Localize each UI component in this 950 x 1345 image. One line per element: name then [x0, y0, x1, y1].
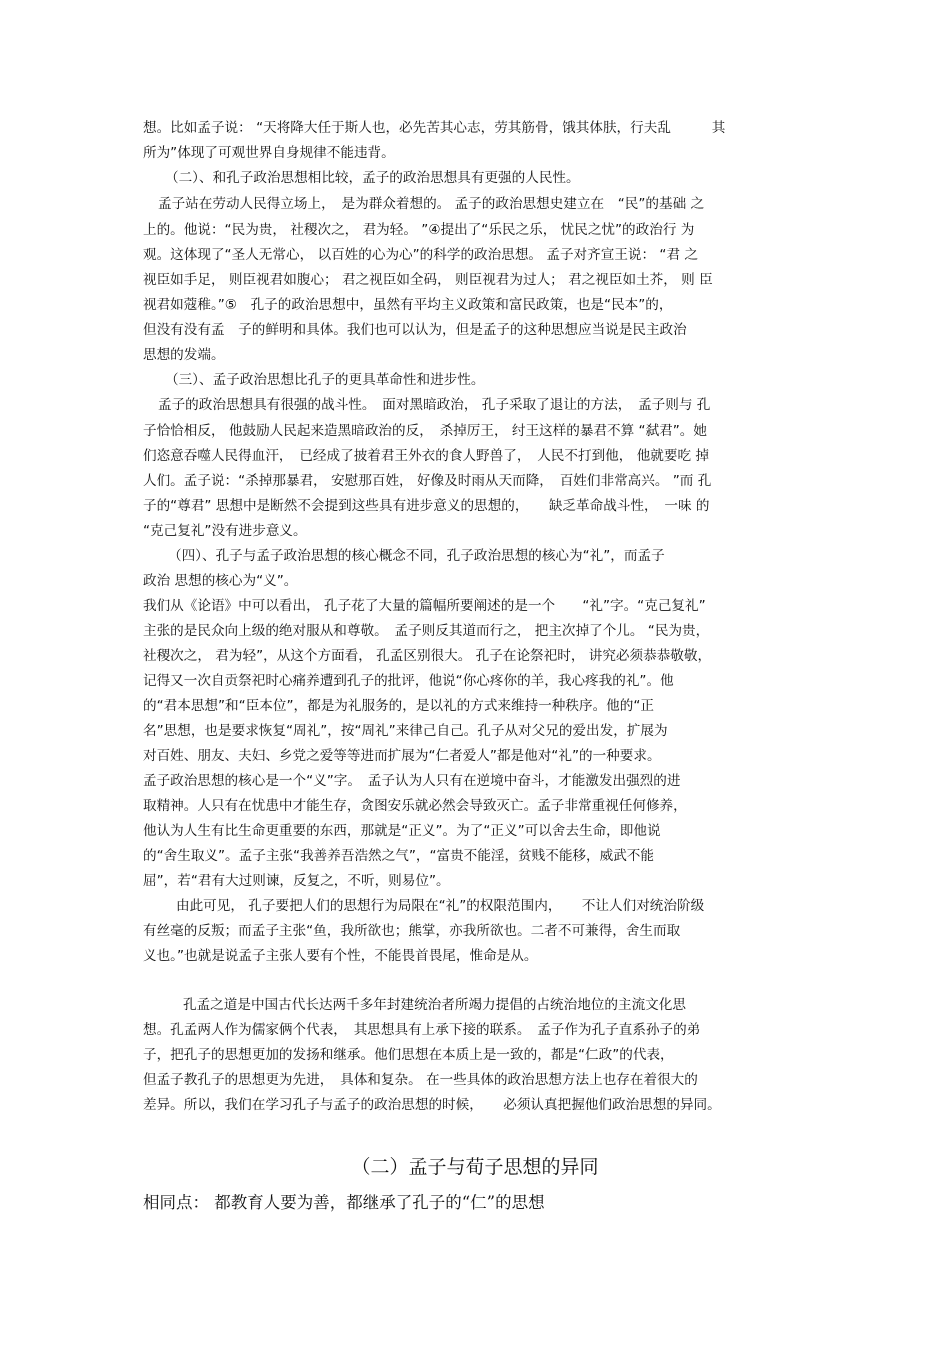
section-heading: （三）、孟子政治思想比孔子的更具革命性和进步性。: [165, 372, 485, 388]
text-line: 但孟子教孔子的思想更为先进， 具体和复杂。 在一些具体的政治思想方法上也存在着很大的: [143, 1072, 698, 1088]
text-line: 的“君本思想”和“臣本位”，都是为礼服务的，是以礼的方式来维持一种秩序。他的“正: [143, 698, 654, 714]
section-heading: （二）、和孔子政治思想相比较，孟子的政治思想具有更强的人民性。: [165, 170, 580, 186]
text-line: 记得又一次自贡祭祀时心痛养遭到孔子的批评，他说“你心疼你的羊，我心疼我的礼”。他: [143, 673, 674, 689]
text-line: 对百姓、朋友、夫妇、乡党之爱等等进而扩展为“仁者爱人”都是他对“礼”的一种要求。: [143, 748, 661, 764]
text-line: 差异。所以，我们在学习孔子与孟子的政治思想的时候， 必须认真把握他们政治思想的异同。: [143, 1097, 721, 1113]
text-line: 主张的是民众向上级的绝对服从和尊敬。 孟子则反其道而行之， 把主次掉了个儿。 “民为贵，: [143, 623, 710, 639]
similarity-line: 相同点： 都教育人要为善，都继承了孔子的“仁”的思想: [143, 1193, 545, 1212]
text-line: 取精神。人只有在忧患中才能生存，贪图安乐就必然会导致灭亡。孟子非常重视任何修养，: [143, 798, 687, 814]
text-line: 义也。”也就是说孟子主张人要有个性，不能畏首畏尾，惟命是从。: [143, 948, 538, 964]
section-heading: （四）、孔子与孟子政治思想的核心概念不同，孔子政治思想的核心为“礼”，而孟子: [168, 548, 665, 564]
text-line: 子，把孔子的思想更加的发扬和继承。他们思想在本质上是一致的，都是“仁政”的代表，: [143, 1047, 674, 1063]
text-line: 孟子政治思想的核心是一个“义”字。 孟子认为人只有在逆境中奋斗，才能激发出强烈的进: [143, 773, 681, 789]
text-line: 想。孔孟两人作为儒家俩个代表， 其思想具有上承下接的联系。 孟子作为孔子直系孙子的弟: [143, 1022, 701, 1038]
text-line: 屈”，若“君有大过则谏，反复之，不听，则易位”。: [143, 873, 450, 889]
chapter-heading: （二）孟子与荀子思想的异同: [351, 1156, 599, 1178]
text-line: 上的。他说：“民为贵， 社稷次之， 君为轻。 ”④提出了“乐民之乐， 忧民之忧”的政治行 为: [143, 222, 695, 238]
text-line: 但没有没有孟 子的鲜明和具体。我们也可以认为，但是孟子的这种思想应当说是民主政治: [143, 322, 687, 338]
text-line: 由此可见， 孔子要把人们的思想行为局限在“礼”的权限范围内， 不让人们对统治阶级: [176, 898, 705, 914]
text-line: 的“舍生取义”。孟子主张“我善养吾浩然之气”，“富贵不能淫，贫贱不能移，威武不能: [143, 848, 654, 864]
text-line: 社稷次之， 君为轻”，从这个方面看， 孔孟区别很大。 孔子在论祭祀时， 讲究必须恭恭敬敬，: [143, 648, 712, 664]
text-line: “克己复礼”没有进步意义。: [143, 523, 307, 539]
text-line: 人们。孟子说：“杀掉那暴君， 安慰那百姓， 好像及时雨从天而降， 百姓们非常高兴。 ”而 孔: [143, 473, 712, 489]
text-line: 孔孟之道是中国古代长达两千多年封建统治者所竭力提倡的占统治地位的主流文化思: [183, 997, 686, 1013]
text-line: 所为”体现了可观世界自身规律不能违背。: [143, 145, 395, 161]
text-line: 子恰恰相反， 他鼓励人民起来造黑暗政治的反， 杀掉厉王， 纣王这样的暴君不算 “弑君”。她: [143, 423, 707, 439]
text-line: 我们从《论语》中可以看出， 孔子花了大量的篇幅所要阐述的是一个 “礼”字。“克己复礼”: [143, 598, 706, 614]
text-line: 视君如蔻稚。”⑤ 孔子的政治思想中，虽然有平均主义政策和富民政策，也是“民本”的，: [143, 297, 673, 313]
text-line: 思想的发端。: [143, 347, 225, 363]
text-line: 孟子的政治思想具有很强的战斗性。 面对黑暗政治， 孔子采取了退让的方法， 孟子则与 孔: [158, 397, 711, 413]
text-line: 他认为人生有比生命更重要的东西，那就是“正义”。为了“正义”可以舍去生命，即他说: [143, 823, 661, 839]
text-line: 想。比如孟子说： “天将降大任于斯人也，必先苦其心志，劳其筋骨，饿其体肤，行夫乱 其: [143, 120, 726, 136]
text-line: 孟子站在劳动人民得立场上， 是为群众着想的。 孟子的政治思想史建立在 “民”的基础 之: [158, 196, 705, 212]
section-heading: 政治 思想的核心为“义”。: [143, 573, 298, 589]
text-line: 观。这体现了“圣人无常心， 以百姓的心为心”的科学的政治思想。 孟子对齐宣王说： “君 之: [143, 247, 698, 263]
text-line: 视臣如手足， 则臣视君如腹心； 君之视臣如全码， 则臣视君为过人； 君之视臣如土芥， 则 臣: [143, 272, 713, 288]
text-line: 子的“尊君” 思想中是断然不会提到这些具有进步意义的思想的， 缺乏革命战斗性， 一味 的: [143, 498, 710, 514]
text-line: 们恣意吞噬人民得血汗， 已经成了披着君王外衣的食人野兽了， 人民不打到他， 他就要吃 掉: [143, 448, 709, 464]
text-line: 名”思想，也是要求恢复“周礼”，按“周礼”来律己自己。孔子从对父兄的爱出发，扩展为: [143, 723, 668, 739]
text-line: 有丝毫的反叛；而孟子主张“鱼，我所欲也；熊掌，亦我所欲也。二者不可兼得，舍生而取: [143, 923, 681, 939]
